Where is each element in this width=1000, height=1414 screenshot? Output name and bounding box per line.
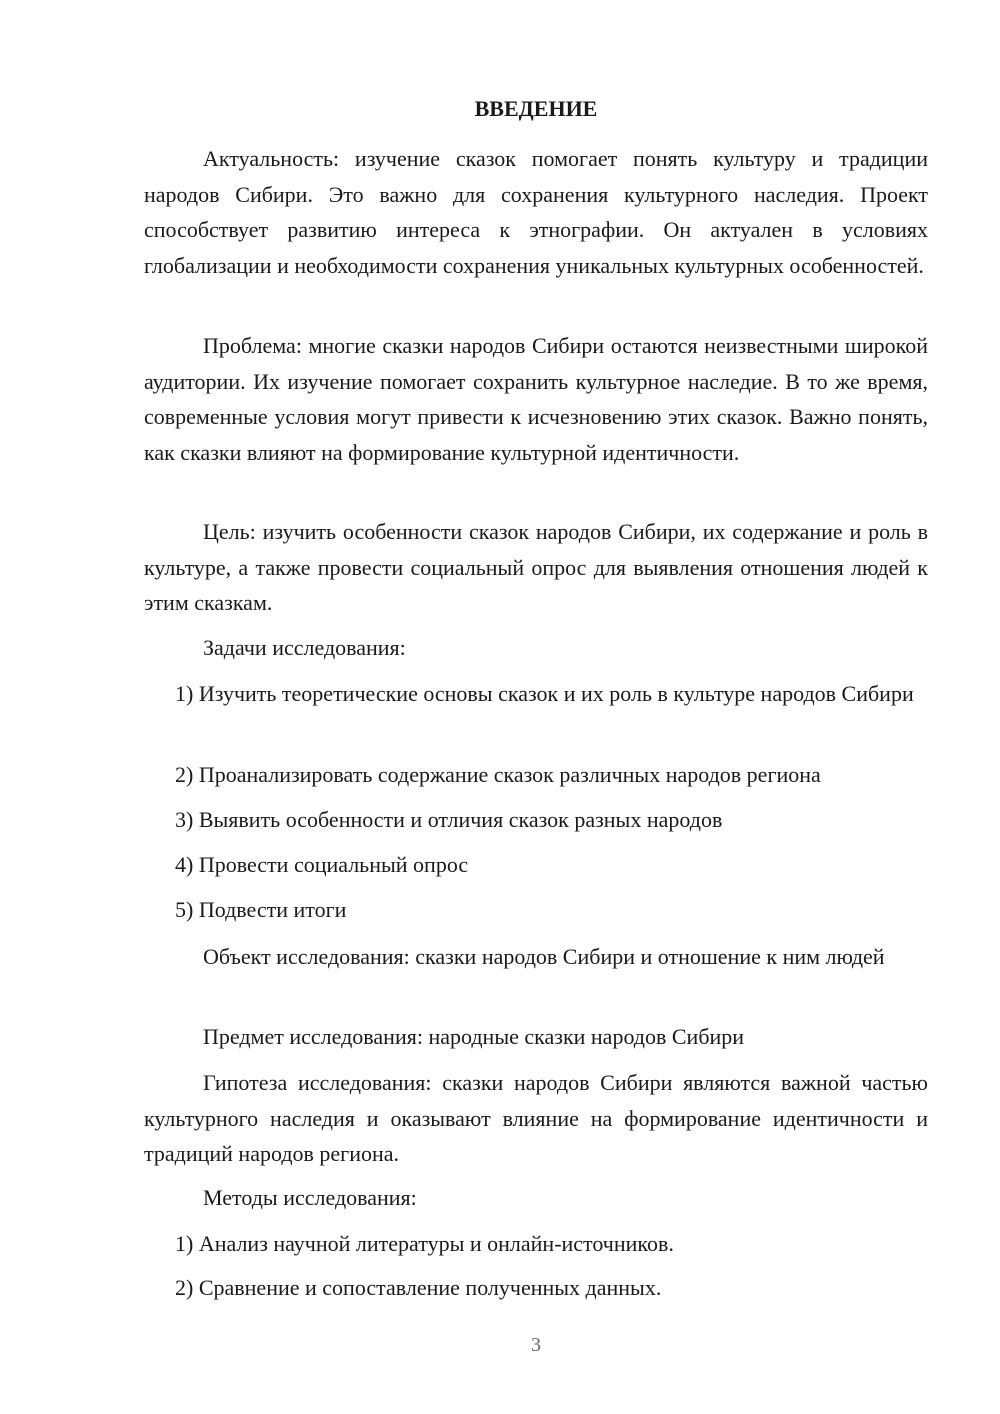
task-item-2: 2) Проанализировать содержание сказок различных народов региона — [175, 762, 821, 787]
method-item-2: 2) Сравнение и сопоставление полученных данных. — [175, 1275, 662, 1300]
task-item-4: 4) Провести социальный опрос — [175, 852, 469, 877]
section-heading: ВВЕДЕНИЕ — [474, 96, 598, 121]
methods-title: Методы исследования: — [203, 1185, 417, 1210]
task-item-3: 3) Выявить особенности и отличия сказок разных народов — [175, 807, 723, 832]
problem-paragraph: Проблема: многие сказки народов Сибири остаются неизвестными широкой аудитории. Их изучение помогает сохранить культурное наследие. В то же время, современные условия могут привести к исчезновению этих сказок. Важно понять, как сказки влияют на формирование культурной идентичности. — [144, 333, 928, 465]
relevance-paragraph: Актуальность: изучение сказок помогает понять культуру и традиции народов Сибири. Это важно для сохранения культурного наследия. Проект способствует развитию интереса к этнографии. Он актуален в условиях глобализации и необходимости сохранения уникальных культурных особенностей. — [144, 146, 928, 278]
goal-paragraph: Цель: изучить особенности сказок народов Сибири, их содержание и роль в культуре, а также провести социальный опрос для выявления отношения людей к этим сказкам. — [144, 519, 928, 615]
object-paragraph: Объект исследования: сказки народов Сибири и отношение к ним людей — [203, 944, 885, 969]
subject-paragraph: Предмет исследования: народные сказки народов Сибири — [203, 1024, 745, 1049]
task-item-5: 5) Подвести итоги — [175, 897, 347, 922]
hypothesis-paragraph: Гипотеза исследования: сказки народов Сибири являются важной частью культурного наследия и оказывают влияние на формирование идентичности и традиций народов региона. — [144, 1070, 928, 1166]
page-number: 3 — [531, 1334, 541, 1356]
method-item-1: 1) Анализ научной литературы и онлайн-источников. — [175, 1231, 674, 1256]
tasks-title: Задачи исследования: — [203, 635, 406, 660]
task-item-1: 1) Изучить теоретические основы сказок и их роль в культуре народов Сибири — [175, 681, 914, 706]
